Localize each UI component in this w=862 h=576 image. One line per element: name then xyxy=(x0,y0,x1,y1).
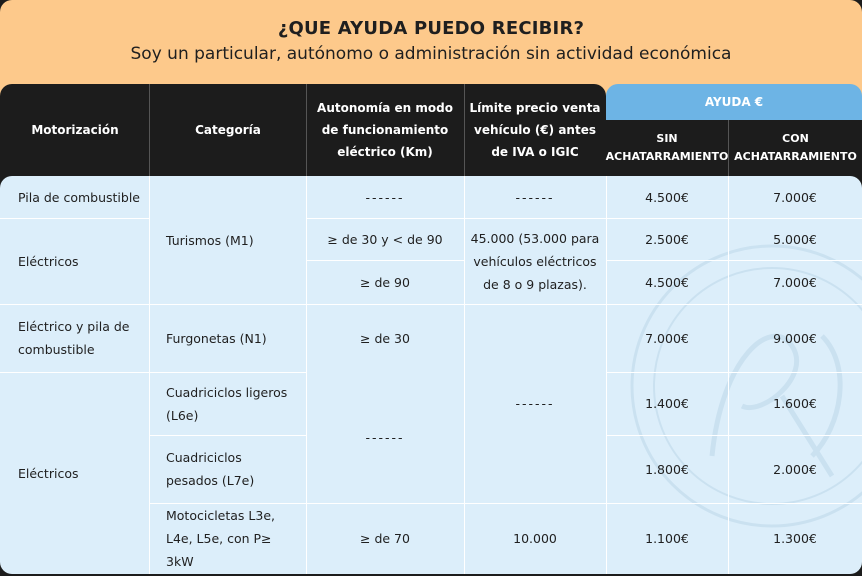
header-limite: Límite precio venta vehículo (€) antes de IVA o IGIC xyxy=(469,101,601,159)
cell-sin-l7e: 1.800€ xyxy=(645,461,689,477)
cell-categoria-l7e: Cuadriciclos pesados (L7e) xyxy=(166,450,255,488)
cell-sin-furgonetas: 7.000€ xyxy=(645,330,689,346)
cell-autonomia-pila: ------ xyxy=(365,189,405,205)
cell-autonomia-30: ≥ de 30 xyxy=(360,330,410,346)
cell-con-90: 7.000€ xyxy=(773,274,817,290)
cell-motorizacion-electricos-l: Eléctricos xyxy=(18,465,79,481)
header-divider xyxy=(464,84,465,176)
header-categoria: Categoría xyxy=(195,123,261,137)
cell-categoria-turismos: Turismos (M1) xyxy=(166,232,254,248)
cell-limite-motos: 10.000 xyxy=(513,531,557,546)
cell-motorizacion-electricos: Eléctricos xyxy=(18,253,79,269)
header-divider xyxy=(306,84,307,176)
cell-con-l6e: 1.600€ xyxy=(773,396,817,411)
cell-categoria-furgonetas: Furgonetas (N1) xyxy=(166,330,267,346)
page-subtitle: Soy un particular, autónomo o administración sin actividad económica xyxy=(130,44,732,64)
cell-motorizacion-electrico-pila: Eléctrico y pila de combustible xyxy=(18,319,130,357)
cell-autonomia-30-90: ≥ de 30 y < de 90 xyxy=(327,231,443,247)
cell-autonomia-90: ≥ de 90 xyxy=(360,274,410,290)
aid-table xyxy=(0,176,862,574)
header-autonomia: Autonomía en modo de funcionamiento eléctrico (Km) xyxy=(317,101,453,159)
cell-con-l7e: 2.000€ xyxy=(773,461,817,477)
cell-sin-l6e: 1.400€ xyxy=(645,396,689,411)
header-sin-achatarramiento: SIN ACHATARRAMIENTO xyxy=(606,120,728,176)
cell-sin-30-90: 2.500€ xyxy=(645,231,689,247)
header-ayuda: AYUDA € xyxy=(606,84,862,120)
cell-limite-dash: ------ xyxy=(515,396,555,411)
cell-categoria-l6e: Cuadriciclos ligeros (L6e) xyxy=(166,384,288,423)
cell-con-furgonetas: 9.000€ xyxy=(773,330,817,346)
cell-limite-turismos: 45.000 (53.000 para vehículos eléctricos de 8 o 9 plazas). xyxy=(470,230,600,292)
cell-con-pila: 7.000€ xyxy=(773,189,817,205)
cell-con-30-90: 5.000€ xyxy=(773,231,817,247)
cell-autonomia-cuadriciclos: ------ xyxy=(365,430,405,445)
page-title: ¿QUE AYUDA PUEDO RECIBIR? xyxy=(277,18,585,39)
cell-sin-90: 4.500€ xyxy=(645,274,689,290)
cell-categoria-motos: Motocicletas L3e, L4e, L5e, con P≥ 3kW xyxy=(166,508,275,569)
header-con-achatarramiento: CON ACHATARRAMIENTO xyxy=(729,120,862,176)
cell-limite-pila: ------ xyxy=(515,189,555,205)
cell-con-motos: 1.300€ xyxy=(773,531,817,546)
cell-autonomia-70: ≥ de 70 xyxy=(360,531,410,546)
cell-sin-motos: 1.100€ xyxy=(645,531,689,546)
header-motorizacion: Motorización xyxy=(31,123,119,137)
cell-sin-pila: 4.500€ xyxy=(645,189,689,205)
cell-motorizacion-pila: Pila de combustible xyxy=(18,189,140,205)
